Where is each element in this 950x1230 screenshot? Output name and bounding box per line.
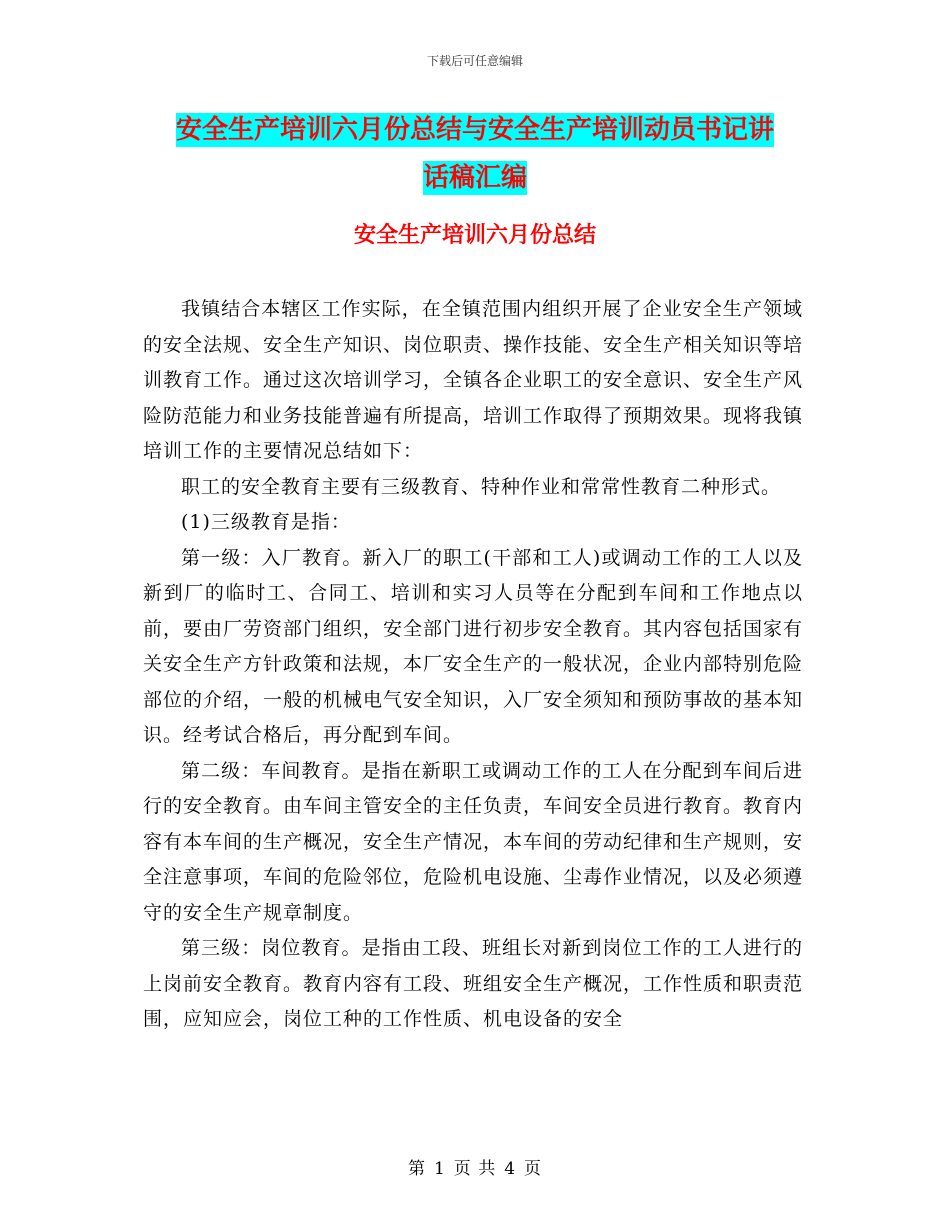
footer-middle: 页 共 [453, 1159, 497, 1179]
body-text [143, 292, 803, 1038]
document-title-line-1: 安全生产培训六月份总结与安全生产培训动员书记讲 [175, 115, 774, 145]
document-title-line-2: 话稿汇编 [422, 163, 527, 193]
section-heading: 安全生产培训六月份总结 [353, 223, 596, 248]
paragraph: 第二级：车间教育。是指在新职工或调动工作的工人在分配到车间后进行的安全教育。由车间主管安全的主任负责，车间安全员进行教育。教育内容有本车间的生产概况，安全生产情况，本车间的劳动纪律和生产规则，安全注意事项，车间的危险邻位，危险机电设施、尘毒作业情况，以及必须遵守的安全生产规章制度。 [143, 759, 804, 924]
paragraph: (1)三级教育是指： [181, 511, 351, 533]
paragraph: 第三级：岗位教育。是指由工段、班组长对新到岗位工作的工人进行的上岗前安全教育。教育内容有工段、班组安全生产概况，工作性质和职责范围，应知应会，岗位工种的工作性质、机电设备的安全 [143, 937, 804, 1030]
footer-prefix: 第 [407, 1159, 426, 1179]
document-title [140, 106, 810, 202]
page-footer [0, 1154, 950, 1179]
header-note: 下载后可任意编辑 [426, 54, 523, 68]
paragraph: 第一级：入厂教育。新入厂的职工(干部和工人)或调动工作的工人以及新到厂的临时工、合同工、培训和实习人员等在分配到车间和工作地点以前，要由厂劳资部门组织，安全部门进行初步安全教育。其内容包括国家有关安全生产方针政策和法规，本厂安全生产的一般状况，企业内部特别危险部位的介绍，一般的机械电气安全知识，入厂安全须知和预防事故的基本知识。经考试合格后，再分配到车间。 [143, 546, 804, 746]
page-number: 1 [433, 1159, 446, 1179]
paragraph: 职工的安全教育主要有三级教育、特种作业和常常性教育二种形式。 [181, 475, 782, 498]
footer-suffix: 页 [524, 1159, 543, 1179]
total-pages: 4 [504, 1159, 517, 1179]
paragraph: 我镇结合本辖区工作实际，在全镇范围内组织开展了企业安全生产领域的安全法规、安全生产知识、岗位职责、操作技能、安全生产相关知识等培训教育工作。通过这次培训学习，全镇各企业职工的安全意识、安全生产风险防范能力和业务技能普遍有所提高，培训工作取得了预期效果。现将我镇培训工作的主要情况总结如下： [143, 298, 804, 462]
